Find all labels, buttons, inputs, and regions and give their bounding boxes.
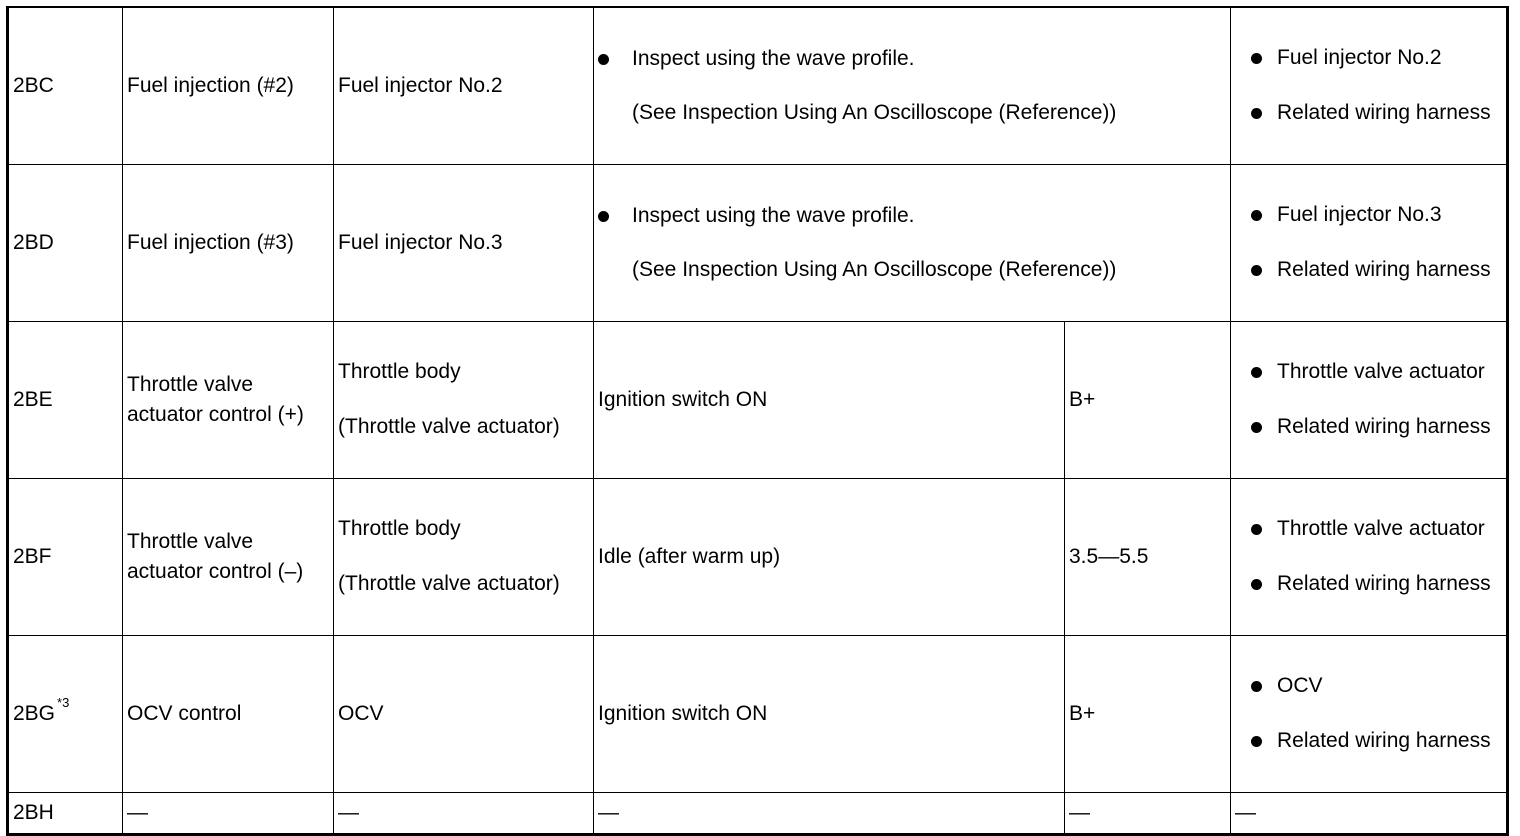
action-cell [1231,635,1508,792]
action-cell: — [1231,792,1508,834]
signal-cell: Throttle valve actuator control (+) [123,321,334,478]
voltage-cell: — [1065,792,1231,834]
connected-to-cell: Fuel injector No.2 [334,7,594,164]
voltage-cell: B+ [1065,321,1231,478]
terminal-cell: 2BD [8,164,123,321]
inspection-cell [594,7,1231,164]
connected-to-cell [334,321,594,478]
connected-to-cell: OCV [334,635,594,792]
terminal-label: 2BG [13,701,56,725]
inspection-cell [594,164,1231,321]
connected-to-detail: (Throttle valve actuator) [338,572,560,595]
table-row [8,635,1508,792]
action-item: Fuel injector No.2 [1235,43,1502,73]
condition-cell: Ignition switch ON [594,635,1065,792]
table-row [8,321,1508,478]
inspection-note: (See Inspection Using An Oscilloscope (Reference)) [632,257,1117,281]
action-item: Related wiring harness [1235,98,1502,128]
table-row [8,7,1508,164]
signal-cell: Fuel injection (#2) [123,7,334,164]
connected-to-name: Throttle body [338,517,461,540]
signal-cell: Throttle valve actuator control (–) [123,478,334,635]
action-item: Related wiring harness [1235,726,1502,756]
terminal-cell: 2BF [8,478,123,635]
terminal-cell: 2BH [8,792,123,834]
inspection-note: (See Inspection Using An Oscilloscope (Reference)) [632,100,1117,124]
terminal-cell: 2BC [8,7,123,164]
terminal-inspection-table [6,6,1509,836]
action-cell [1231,7,1508,164]
condition-cell: Ignition switch ON [594,321,1065,478]
inspection-bullet: Inspect using the wave profile. [598,201,1226,231]
condition-cell: Idle (after warm up) [594,478,1065,635]
action-item: OCV [1235,671,1502,701]
voltage-cell: 3.5—5.5 [1065,478,1231,635]
connected-to-cell: — [334,792,594,834]
action-item: Throttle valve actuator [1235,514,1502,544]
voltage-cell: B+ [1065,635,1231,792]
signal-cell: OCV control [123,635,334,792]
terminal-cell [8,635,123,792]
table-row [8,478,1508,635]
terminal-footnote: *3 [57,694,70,710]
signal-cell: — [123,792,334,834]
action-cell [1231,478,1508,635]
connected-to-detail: (Throttle valve actuator) [338,415,560,438]
connected-to-cell: Fuel injector No.3 [334,164,594,321]
connected-to-cell [334,478,594,635]
action-item: Throttle valve actuator [1235,357,1502,387]
action-item: Fuel injector No.3 [1235,200,1502,230]
action-cell [1231,321,1508,478]
inspection-bullet: Inspect using the wave profile. [598,44,1226,74]
action-item: Related wiring harness [1235,412,1502,442]
connected-to-name: Throttle body [338,360,461,383]
table-row [8,164,1508,321]
action-item: Related wiring harness [1235,255,1502,285]
table-row [8,792,1508,834]
terminal-cell: 2BE [8,321,123,478]
action-item: Related wiring harness [1235,569,1502,599]
condition-cell: — [594,792,1065,834]
signal-cell: Fuel injection (#3) [123,164,334,321]
action-cell [1231,164,1508,321]
